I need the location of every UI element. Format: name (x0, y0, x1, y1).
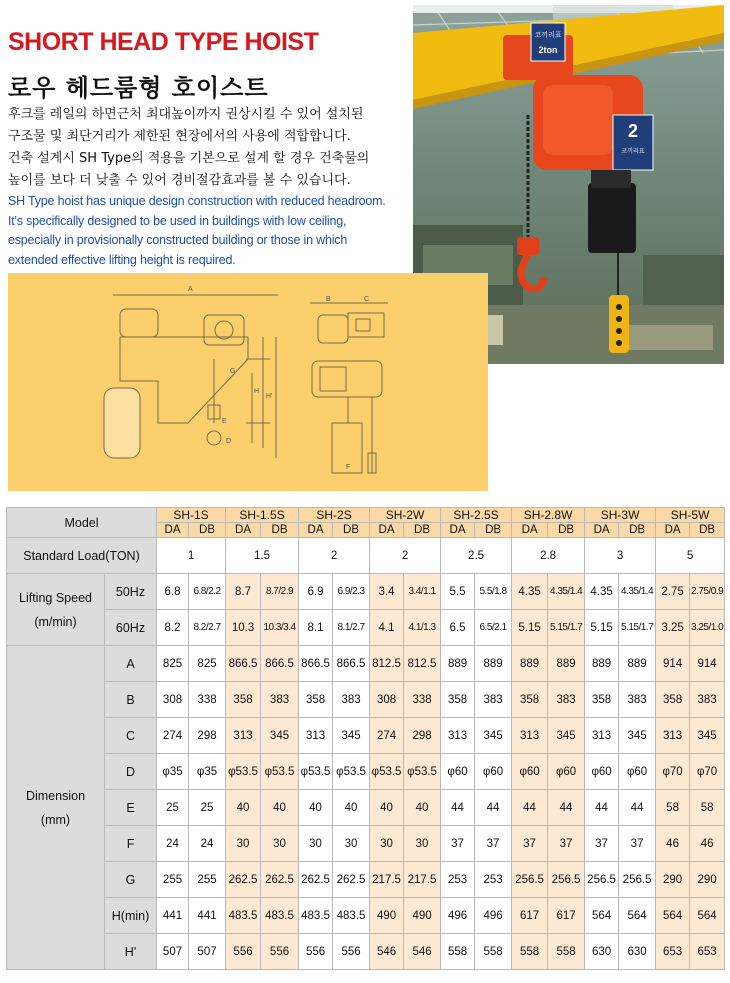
dimension-row (7, 826, 725, 862)
dimension-value: 345 (619, 718, 656, 754)
dimension-value: 37 (441, 826, 475, 862)
model-header: SH-2S (299, 508, 370, 523)
dimension-value: 30 (333, 826, 370, 862)
dimension-value: 46 (656, 826, 690, 862)
dimension-row (7, 790, 725, 826)
speed-value: 8.1 (299, 610, 333, 646)
hz60-label: 60Hz (105, 610, 157, 646)
dimension-value: 556 (226, 934, 261, 970)
dimension-value: 30 (370, 826, 404, 862)
dimension-drawing (8, 273, 488, 491)
label-h-prime: H' (266, 393, 273, 400)
dimension-value: φ35 (189, 754, 226, 790)
dimension-value: 825 (189, 646, 226, 682)
load-value: 2.8 (512, 538, 585, 574)
speed50-row (7, 574, 725, 610)
model-header: SH-2.5S (441, 508, 512, 523)
speed-value: 8.7 (226, 574, 261, 610)
dimension-value: 558 (548, 934, 585, 970)
speed-value: 2.75 (656, 574, 690, 610)
dimension-value: 253 (475, 862, 512, 898)
dimension-value: 298 (189, 718, 226, 754)
dimension-value: 58 (690, 790, 725, 826)
dimension-value: 358 (585, 682, 619, 718)
dimension-value: 40 (404, 790, 441, 826)
dimension-value: 44 (512, 790, 548, 826)
dimension-value: 889 (619, 646, 656, 682)
model-header: SH-1.5S (226, 508, 299, 523)
speed-value: 4.1 (370, 610, 404, 646)
dimension-value: 556 (333, 934, 370, 970)
dimension-value: 617 (548, 898, 585, 934)
dimension-value: 483.5 (226, 898, 261, 934)
load-value: 5 (656, 538, 725, 574)
dimension-value: 546 (370, 934, 404, 970)
dimension-value: 546 (404, 934, 441, 970)
dimension-value: 37 (475, 826, 512, 862)
dimension-row (7, 718, 725, 754)
dimension-value: 490 (370, 898, 404, 934)
speed-value: 6.8 (157, 574, 189, 610)
dimension-label-line: (mm) (40, 812, 71, 827)
load-value: 2.5 (441, 538, 512, 574)
dimension-value: 483.5 (333, 898, 370, 934)
sub-header: DA (299, 523, 333, 538)
sub-header: DB (189, 523, 226, 538)
dimension-value: 825 (157, 646, 189, 682)
dimension-value: 313 (226, 718, 261, 754)
speed-value: 4.35 (585, 574, 619, 610)
dimension-value: φ60 (512, 754, 548, 790)
dimension-value: 490 (404, 898, 441, 934)
speed-value: 10.3/3.4 (261, 610, 299, 646)
speed60-row (7, 610, 725, 646)
dimension-value: 262.5 (333, 862, 370, 898)
dimension-value: φ60 (548, 754, 585, 790)
dimension-row (7, 934, 725, 970)
dimension-value: 290 (690, 862, 725, 898)
dimension-value: 556 (299, 934, 333, 970)
dimension-value: 290 (656, 862, 690, 898)
sub-header: DA (157, 523, 189, 538)
dimension-value: 558 (441, 934, 475, 970)
speed-value: 2.75/0.9 (690, 574, 725, 610)
dimension-value: 345 (261, 718, 299, 754)
dimension-value: 25 (189, 790, 226, 826)
dimension-value: 914 (690, 646, 725, 682)
load-label: Standard Load(TON) (7, 538, 157, 574)
speed-value: 3.25 (656, 610, 690, 646)
spec-table-body (7, 508, 725, 970)
speed-value: 4.35/1.4 (619, 574, 656, 610)
dimension-value: φ70 (690, 754, 725, 790)
sub-header: DB (261, 523, 299, 538)
dimension-value: 308 (157, 682, 189, 718)
speed-value: 4.35 (512, 574, 548, 610)
dimension-value: 37 (548, 826, 585, 862)
desc-en-line: especially in provisionally constructed building or those in which (8, 233, 348, 247)
dimension-value: 30 (299, 826, 333, 862)
speed-value: 5.5/1.8 (475, 574, 512, 610)
dimension-value: 313 (656, 718, 690, 754)
dimension-value: 914 (656, 646, 690, 682)
dimension-label-line: Dimension (25, 788, 86, 803)
description-korean (8, 104, 408, 192)
dimension-value: 345 (475, 718, 512, 754)
sub-header: DB (404, 523, 441, 538)
dimension-value: 889 (548, 646, 585, 682)
speed-label-spacer (7, 605, 104, 615)
load-value: 2 (299, 538, 370, 574)
header-row-models (7, 508, 725, 523)
dimension-value: 653 (656, 934, 690, 970)
dimension-value: 558 (512, 934, 548, 970)
dimension-value: 564 (656, 898, 690, 934)
speed-value: 5.15/1.7 (619, 610, 656, 646)
desc-en-line: extended effective lifting height is required. (8, 252, 236, 267)
dimension-value: φ53.5 (333, 754, 370, 790)
sub-header: DA (585, 523, 619, 538)
dimension-value: 37 (512, 826, 548, 862)
dimension-name: F (105, 826, 157, 862)
label-d: D (226, 438, 232, 445)
dimension-value: 556 (261, 934, 299, 970)
speed-value: 6.9/2.3 (333, 574, 370, 610)
dimension-value: 313 (512, 718, 548, 754)
dimension-value: 564 (585, 898, 619, 934)
spec-table (6, 507, 725, 970)
speed-value: 5.15 (585, 610, 619, 646)
dimension-value: 44 (475, 790, 512, 826)
dimension-value: 866.5 (226, 646, 261, 682)
dimension-value: 338 (404, 682, 441, 718)
speed-value: 10.3 (226, 610, 261, 646)
dimension-value: 383 (261, 682, 299, 718)
dimension-value: 564 (619, 898, 656, 934)
dimension-value: 25 (157, 790, 189, 826)
description-english (8, 192, 408, 270)
dimension-name: H' (105, 934, 157, 970)
dimension-value: 483.5 (261, 898, 299, 934)
dimension-value: 383 (333, 682, 370, 718)
dimension-value: 37 (585, 826, 619, 862)
load-row (7, 538, 725, 574)
dimension-label-spacer (7, 803, 104, 813)
technical-drawing (8, 273, 488, 491)
dimension-value: 256.5 (512, 862, 548, 898)
sub-header: DA (512, 523, 548, 538)
dimension-value: 496 (441, 898, 475, 934)
dimension-value: 653 (690, 934, 725, 970)
dimension-value: 274 (370, 718, 404, 754)
dimension-value: 313 (585, 718, 619, 754)
plate-top-text: 코끼리표 (534, 31, 562, 39)
dimension-value: 496 (475, 898, 512, 934)
desc-en-line: SH Type hoist has unique design construction with reduced headroom. (8, 194, 386, 208)
dimension-value: 345 (333, 718, 370, 754)
dimension-value: 383 (548, 682, 585, 718)
model-header: SH-5W (656, 508, 725, 523)
desc-ko-line: 건축 설계시 SH Type의 적용을 기본으로 설계 할 경우 건축물의 (8, 151, 370, 166)
dimension-value: 338 (189, 682, 226, 718)
dimension-value: 40 (333, 790, 370, 826)
speed-value: 4.35/1.4 (548, 574, 585, 610)
dimension-value: φ60 (619, 754, 656, 790)
model-header: SH-1S (157, 508, 226, 523)
desc-ko-line: 높이를 보다 더 낮출 수 있어 경비절감효과를 볼 수 있습니다. (8, 173, 351, 188)
dimension-value: φ60 (585, 754, 619, 790)
sub-header: DA (656, 523, 690, 538)
dimension-value: 274 (157, 718, 189, 754)
dimension-row (7, 754, 725, 790)
dimension-value: 441 (189, 898, 226, 934)
load-value: 2 (370, 538, 441, 574)
dimension-value: 256.5 (585, 862, 619, 898)
label-g: G (230, 368, 236, 375)
speed-label-line: Lifting Speed (19, 590, 92, 605)
dimension-value: 558 (475, 934, 512, 970)
dimension-name: H(min) (105, 898, 157, 934)
dimension-value: 564 (690, 898, 725, 934)
dimension-value: 44 (441, 790, 475, 826)
label-b: B (326, 296, 331, 303)
dimension-value: φ53.5 (404, 754, 441, 790)
dimension-name: E (105, 790, 157, 826)
sub-header: DA (226, 523, 261, 538)
speed-value: 5.15/1.7 (548, 610, 585, 646)
sub-header: DA (441, 523, 475, 538)
dimension-value: φ70 (656, 754, 690, 790)
dimension-value: 262.5 (226, 862, 261, 898)
dimension-row (7, 646, 725, 682)
dimension-value: 345 (690, 718, 725, 754)
dimension-value: 630 (585, 934, 619, 970)
dimension-value: 255 (189, 862, 226, 898)
dimension-value: 313 (299, 718, 333, 754)
dimension-value: φ35 (157, 754, 189, 790)
dimension-name: G (105, 862, 157, 898)
dimension-value: 507 (189, 934, 226, 970)
label-f: F (346, 464, 351, 471)
dimension-value: 217.5 (370, 862, 404, 898)
speed-value: 3.4 (370, 574, 404, 610)
dimension-value: 383 (690, 682, 725, 718)
dimension-value: 441 (157, 898, 189, 934)
dimension-value: 256.5 (548, 862, 585, 898)
desc-ko-line: 후크를 레일의 하면근처 최대높이까지 권상시킬 수 있어 설치된 (8, 107, 364, 122)
speed-value: 3.4/1.1 (404, 574, 441, 610)
dimension-value: 40 (261, 790, 299, 826)
sub-header: DA (370, 523, 404, 538)
desc-ko-line: 구조물 및 최단거리가 제한된 현장에서의 사용에 적합합니다. (8, 129, 351, 144)
load-value: 3 (585, 538, 656, 574)
load-value: 1 (157, 538, 226, 574)
dimension-value: 617 (512, 898, 548, 934)
load-value: 1.5 (226, 538, 299, 574)
plate-side-text: 코끼리표 (621, 148, 645, 155)
speed-value: 8.1/2.7 (333, 610, 370, 646)
label-e: E (222, 418, 227, 425)
dimension-value: 866.5 (261, 646, 299, 682)
dimension-value: 313 (441, 718, 475, 754)
model-header: SH-2W (370, 508, 441, 523)
dimension-value: 256.5 (619, 862, 656, 898)
dimension-value: 483.5 (299, 898, 333, 934)
dimension-value: φ53.5 (299, 754, 333, 790)
model-header: SH-3W (585, 508, 656, 523)
plate-side-number: 2 (627, 121, 639, 141)
dimension-value: 358 (226, 682, 261, 718)
dimension-value: φ60 (475, 754, 512, 790)
dimension-name: A (105, 646, 157, 682)
dimension-value: 30 (261, 826, 299, 862)
speed-value: 6.5/2.1 (475, 610, 512, 646)
dimension-name: C (105, 718, 157, 754)
speed-value: 3.25/1.0 (690, 610, 725, 646)
plate-cap-text: 2ton (538, 45, 558, 55)
dimension-value: 383 (619, 682, 656, 718)
dimension-value: φ53.5 (226, 754, 261, 790)
dimension-label (7, 646, 105, 970)
dimension-value: 58 (656, 790, 690, 826)
dimension-value: 37 (619, 826, 656, 862)
dimension-value: 262.5 (261, 862, 299, 898)
dimension-value: 308 (370, 682, 404, 718)
dimension-value: 30 (226, 826, 261, 862)
dimension-row (7, 898, 725, 934)
dimension-value: 46 (690, 826, 725, 862)
dimension-value: 345 (548, 718, 585, 754)
dimension-value: 812.5 (370, 646, 404, 682)
dimension-value: 40 (370, 790, 404, 826)
dimension-value: 30 (404, 826, 441, 862)
speed-value: 6.8/2.2 (189, 574, 226, 610)
title-english: SHORT HEAD TYPE HOIST (8, 28, 319, 56)
dimension-value: 383 (475, 682, 512, 718)
dimension-row (7, 682, 725, 718)
dimension-value: 44 (548, 790, 585, 826)
dimension-value: 812.5 (404, 646, 441, 682)
title-korean: 로우 헤드룸형 호이스트 (8, 74, 269, 102)
model-header: SH-2.8W (512, 508, 585, 523)
speed-value: 6.9 (299, 574, 333, 610)
dimension-value: 358 (656, 682, 690, 718)
model-label: Model (7, 508, 157, 538)
dimension-value: 40 (299, 790, 333, 826)
sub-header: DB (475, 523, 512, 538)
dimension-value: 24 (189, 826, 226, 862)
speed-label (7, 574, 105, 646)
dimension-value: 889 (441, 646, 475, 682)
dimension-value: 358 (441, 682, 475, 718)
speed-value: 4.1/1.3 (404, 610, 441, 646)
label-a: A (188, 286, 193, 293)
speed-value: 8.7/2.9 (261, 574, 299, 610)
dimension-value: 889 (512, 646, 548, 682)
dimension-value: 217.5 (404, 862, 441, 898)
sub-header: DB (690, 523, 725, 538)
dimension-value: 298 (404, 718, 441, 754)
speed-value: 5.5 (441, 574, 475, 610)
sub-header: DB (548, 523, 585, 538)
dimension-value: 866.5 (333, 646, 370, 682)
dimension-value: 889 (475, 646, 512, 682)
dimension-value: φ53.5 (370, 754, 404, 790)
dimension-value: 44 (585, 790, 619, 826)
sub-header: DB (333, 523, 370, 538)
dimension-value: 253 (441, 862, 475, 898)
dimension-value: 630 (619, 934, 656, 970)
dimension-value: 507 (157, 934, 189, 970)
sub-header: DB (619, 523, 656, 538)
speed-value: 8.2/2.7 (189, 610, 226, 646)
dimension-value: φ60 (441, 754, 475, 790)
label-h: H (254, 388, 260, 395)
desc-en-line: It's specifically designed to be used in buildings with low ceiling, (8, 213, 347, 228)
dimension-row (7, 862, 725, 898)
label-c: C (364, 296, 370, 303)
speed-label-line: (m/min) (34, 614, 77, 629)
speed-value: 8.2 (157, 610, 189, 646)
dimension-value: 40 (226, 790, 261, 826)
dimension-value: 44 (619, 790, 656, 826)
speed-value: 5.15 (512, 610, 548, 646)
dimension-value: 24 (157, 826, 189, 862)
dimension-name: B (105, 682, 157, 718)
speed-value: 6.5 (441, 610, 475, 646)
dimension-value: φ53.5 (261, 754, 299, 790)
dimension-value: 358 (299, 682, 333, 718)
dimension-value: 889 (585, 646, 619, 682)
dimension-value: 255 (157, 862, 189, 898)
dimension-value: 262.5 (299, 862, 333, 898)
dimension-name: D (105, 754, 157, 790)
hz50-label: 50Hz (105, 574, 157, 610)
dimension-value: 358 (512, 682, 548, 718)
dimension-value: 866.5 (299, 646, 333, 682)
